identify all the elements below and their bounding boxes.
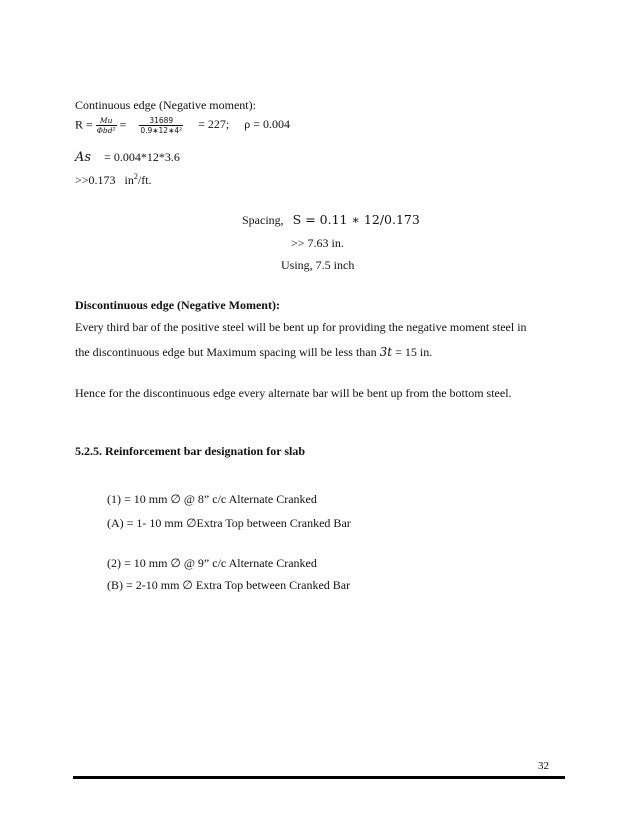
bar-designation-item-a: (A) = 1- 10 mm ∅Extra Top between Cranked Bar [107,516,351,530]
as-result [75,172,152,188]
as-symbol: As [75,150,92,165]
r-equation [75,116,290,135]
discontinuous-line-2-text: the discontinuous edge but Maximum spacing will be less than [75,345,380,359]
continuous-edge-heading: Continuous edge (Negative moment): [75,98,256,112]
r-fraction-1 [96,116,117,135]
r-result: = 227; [198,117,230,132]
bar-designation-item-1: (1) = 10 mm ∅ @ 8” c/c Alternate Cranked [107,492,317,506]
as-expression: = 0.004*12*3.6 [104,150,180,164]
r-fraction-2 [139,116,183,135]
as-equation [75,150,180,165]
r-frac2-numerator: 31689 [139,116,183,126]
spacing-result: >> 7.63 in. [291,236,344,250]
discontinuous-line-2-math: 3t [379,345,393,359]
r-frac1-denominator: Φbd² [96,126,116,135]
as-unit-in: in [124,173,134,187]
bar-designation-item-2: (2) = 10 mm ∅ @ 9” c/c Alternate Cranked [107,556,317,570]
spacing-formula: S = 0.11 ∗ 12/0.173 [292,212,420,227]
as-result-value: >>0.173 [75,173,116,187]
discontinuous-paragraph-2: Hence for the discontinuous edge every alternate bar will be bent up from the bottom steel. [75,386,512,400]
section-heading: 5.2.5. Reinforcement bar designation for slab [75,444,305,458]
bar-designation-item-b: (B) = 2-10 mm ∅ Extra Top between Cranked Bar [107,578,351,592]
r-frac2-denominator: 0.9∗12∗4² [140,126,183,135]
spacing-using: Using, 7.5 inch [281,258,355,272]
as-unit-superscript: 2 [133,172,138,181]
discontinuous-line-2-end: = 15 in. [392,345,433,359]
spacing-line [242,212,420,228]
as-unit-ft: /ft. [137,173,152,187]
rho-value: ρ = 0.004 [244,117,291,132]
page-number: 32 [538,760,549,772]
discontinuous-line-2 [75,345,432,360]
r-frac1-numerator: Mu [96,116,117,126]
r-equals: = [119,117,127,132]
footer-rule [73,776,565,779]
discontinuous-edge-heading: Discontinuous edge (Negative Moment): [75,298,280,312]
spacing-label: Spacing, [242,213,284,227]
discontinuous-line-1: Every third bar of the positive steel will be bent up for providing the negative moment steel in [75,320,527,334]
r-prefix: R = [75,117,93,132]
